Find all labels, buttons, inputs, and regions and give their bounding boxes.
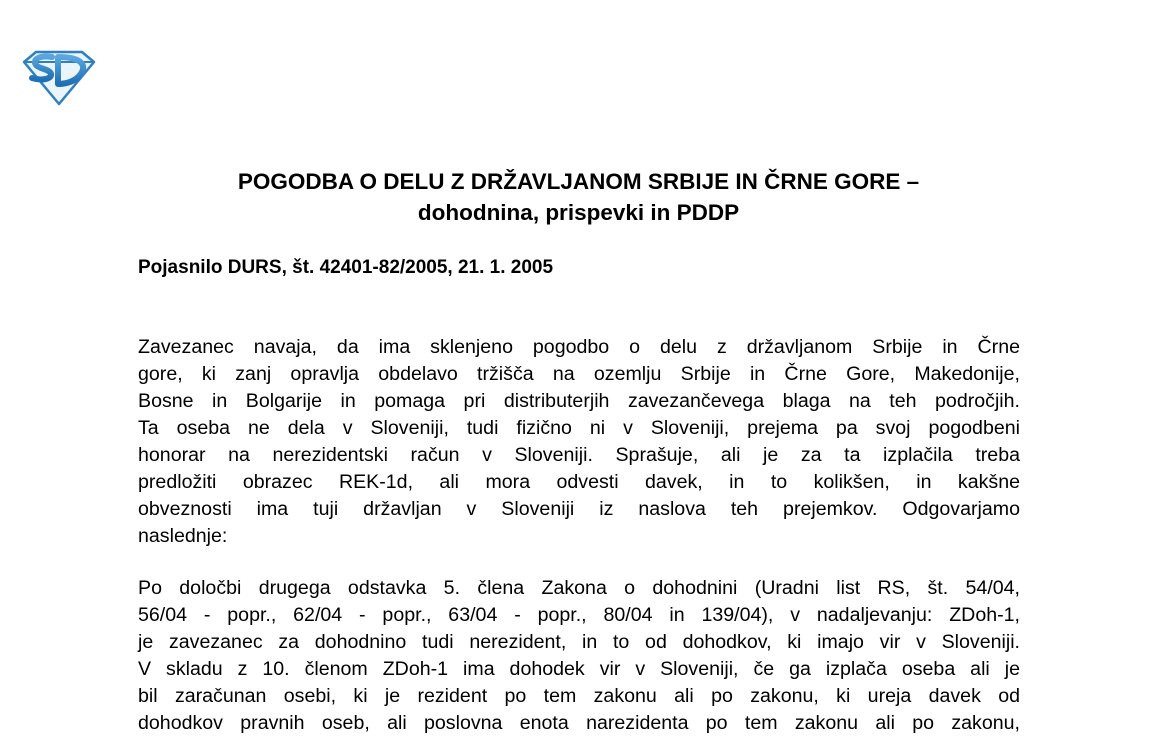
paragraph-line: naslednje: bbox=[138, 525, 228, 547]
title-line-2: dohodnina, prispevki in PDDP bbox=[417, 200, 740, 225]
document-title bbox=[0, 166, 1157, 228]
paragraph-line: gore, ki zanj opravlja obdelavo tržišča na ozemlju Srbije in Črne Gore, Makedonije, bbox=[138, 363, 1020, 385]
paragraph-line: dohodkov pravnih oseb, ali poslovna enota narezidenta po tem zakonu ali po zakonu, bbox=[138, 712, 1020, 734]
paragraph-line: Zavezanec navaja, da ima sklenjeno pogodbo o delu z državljanom Srbije in Črne bbox=[138, 336, 1020, 358]
paragraph-line: Bosne in Bolgarije in pomaga pri distributerjih zavezančevega blaga na teh področjih. bbox=[138, 390, 1020, 412]
paragraph-2 bbox=[138, 575, 1020, 737]
paragraph-line: Ta oseba ne dela v Sloveniji, tudi fizično ni v Sloveniji, prejema pa svoj pogodbeni bbox=[138, 417, 1020, 439]
document-subheading: Pojasnilo DURS, št. 42401-82/2005, 21. 1. 2005 bbox=[138, 257, 554, 278]
title-line-1: POGODBA O DELU Z DRŽAVLJANOM SRBIJE IN ČRNE GORE – bbox=[237, 169, 920, 194]
paragraph-line: obveznosti ima tuji državljan v Sloveniji iz naslova teh prejemkov. Odgovarjamo bbox=[138, 498, 1020, 520]
paragraph-line: predložiti obrazec REK-1d, ali mora odvesti davek, in to kolikšen, in kakšne bbox=[138, 471, 1020, 493]
paragraph-line: 56/04 - popr., 62/04 - popr., 63/04 - popr., 80/04 in 139/04), v nadaljevanju: ZDoh-1, bbox=[138, 604, 1020, 626]
paragraph-1 bbox=[138, 334, 1020, 550]
sd-logo-icon bbox=[22, 48, 96, 106]
paragraph-line: Po določbi drugega odstavka 5. člena Zakona o dohodnini (Uradni list RS, št. 54/04, bbox=[138, 577, 1020, 599]
paragraph-line: je zavezanec za dohodnino tudi nerezident, in to od dohodkov, ki imajo vir v Sloveniji. bbox=[138, 631, 1020, 653]
paragraph-line: bil zaračunan osebi, ki je rezident po tem zakonu ali po zakonu, ki ureja davek od bbox=[138, 685, 1020, 707]
paragraph-line: V skladu z 10. členom ZDoh-1 ima dohodek vir v Sloveniji, če ga izplača oseba ali je bbox=[138, 658, 1020, 680]
paragraph-line: honorar na nerezidentski račun v Sloveniji. Sprašuje, ali je za ta izplačila treba bbox=[138, 444, 1020, 466]
